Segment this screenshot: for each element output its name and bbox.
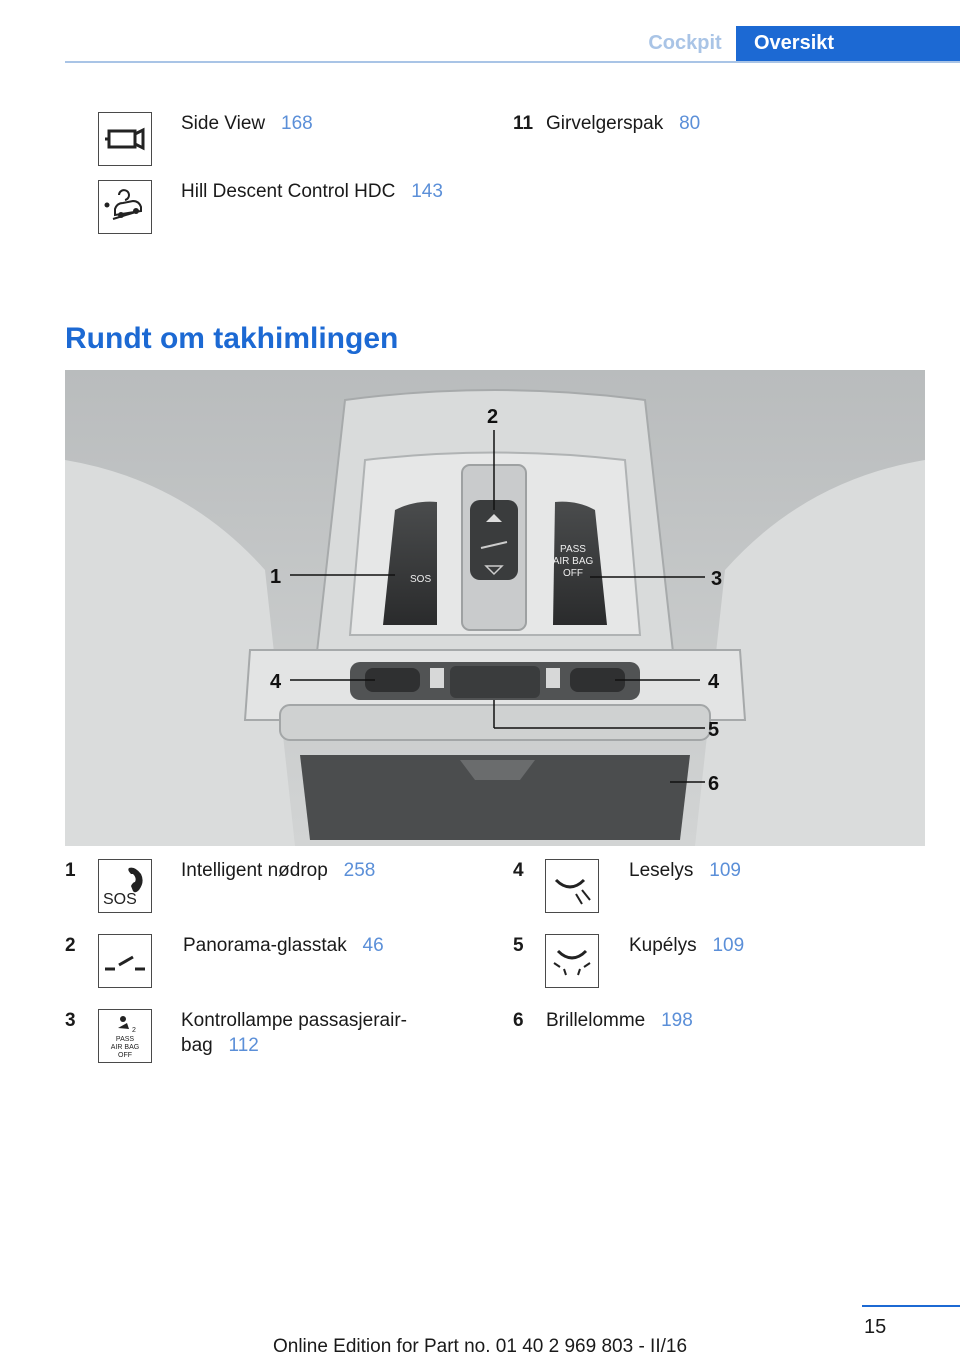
item-label: Panorama-glasstak — [183, 935, 347, 956]
sos-phone-icon — [98, 859, 152, 913]
callout-number: 2 — [487, 406, 499, 428]
list-item — [629, 858, 741, 883]
page-link[interactable]: 112 — [228, 1035, 259, 1056]
page-link[interactable]: 168 — [281, 113, 313, 134]
list-item — [183, 933, 384, 958]
page-link[interactable]: 80 — [679, 113, 701, 134]
airbag-text: PASS — [560, 544, 586, 555]
passenger-airbag-off-icon — [98, 1009, 152, 1063]
legend-number: 5 — [513, 935, 524, 956]
legend-number: 6 — [513, 1010, 524, 1031]
page-link[interactable]: 143 — [411, 181, 443, 202]
list-item — [181, 179, 443, 204]
callout-number: 1 — [270, 566, 282, 588]
list-item — [546, 1008, 693, 1033]
svg-text:2: 2 — [132, 1027, 136, 1034]
item-label: Kupélys — [629, 935, 697, 956]
overhead-console-figure — [65, 370, 925, 846]
list-item — [181, 858, 375, 883]
item-label: Side View — [181, 113, 266, 134]
item-label: Hill Descent Control HDC — [181, 181, 396, 202]
edition-footer: Online Edition for Part no. 01 40 2 969 803 - II/16 — [272, 1336, 688, 1357]
callout-number: 4 — [270, 671, 282, 693]
panorama-roof-icon — [98, 934, 152, 988]
list-item — [181, 111, 313, 136]
footer-divider — [862, 1305, 960, 1307]
airbag-text: AIR BAG — [552, 556, 594, 567]
airbag-text: OFF — [563, 568, 583, 579]
side-view-camera-icon — [98, 112, 152, 166]
item-number: 11 — [513, 113, 534, 134]
item-label: Brillelomme — [546, 1010, 646, 1031]
legend-number: 3 — [65, 1010, 76, 1031]
item-label: Kontrollampe passasjerair- — [181, 1010, 407, 1031]
item-label: bag — [181, 1035, 213, 1056]
item-label: Intelligent nødrop — [181, 860, 328, 881]
callout-number: 6 — [708, 773, 720, 795]
legend-number: 1 — [65, 860, 76, 881]
header-divider — [65, 61, 960, 63]
callout-number: 3 — [711, 568, 723, 590]
list-item — [629, 933, 744, 958]
sos-text: SOS — [410, 574, 432, 585]
section-title: Rundt om takhimlingen — [65, 322, 399, 355]
hill-descent-control-icon — [98, 180, 152, 234]
icon-text: AIR BAG — [110, 1044, 140, 1051]
item-label: Leselys — [629, 860, 694, 881]
icon-text: SOS — [103, 891, 137, 908]
interior-light-icon — [545, 934, 599, 988]
page-link[interactable]: 109 — [712, 935, 745, 956]
legend-number: 4 — [513, 860, 524, 881]
item-label: Girvelgerspak — [546, 113, 664, 134]
reading-light-icon — [545, 859, 599, 913]
callout-number: 5 — [708, 719, 720, 741]
page-link[interactable]: 46 — [362, 935, 384, 956]
list-item — [181, 1008, 407, 1058]
page-link[interactable]: 258 — [343, 860, 376, 881]
tab-oversikt[interactable]: Oversikt — [736, 26, 960, 61]
legend-number: 2 — [65, 935, 76, 956]
list-item — [546, 111, 700, 136]
tab-cockpit[interactable]: Cockpit — [648, 32, 722, 54]
page-link[interactable]: 198 — [661, 1010, 693, 1031]
page-number: 15 — [864, 1316, 887, 1338]
icon-text: OFF — [118, 1052, 132, 1059]
icon-text: PASS — [115, 1036, 135, 1043]
callout-number: 4 — [708, 671, 720, 693]
page-link[interactable]: 109 — [709, 860, 741, 881]
